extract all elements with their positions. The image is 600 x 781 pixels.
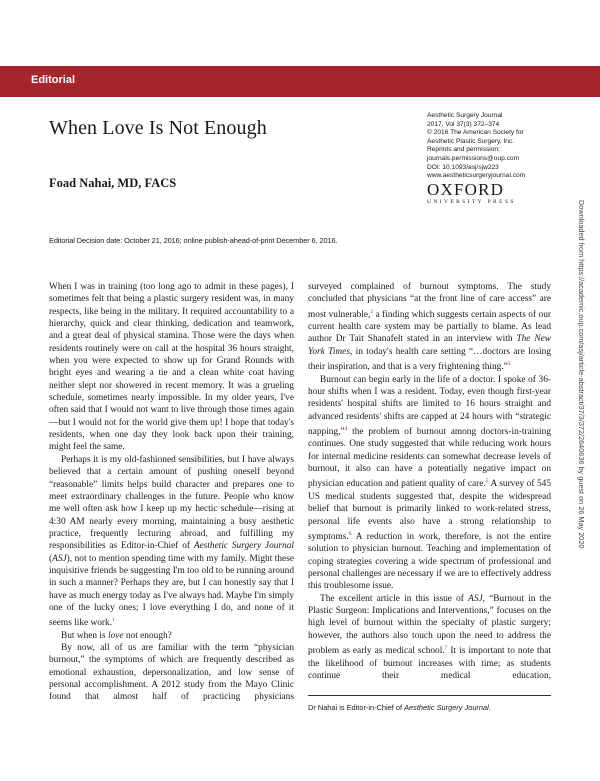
footnote-journal: Aesthetic Surgery Journal	[404, 703, 489, 712]
download-watermark-text: Downloaded from https://academic.oup.com/asj/article-abstract/37/3/372/2640636 by guest on 26 May 2020	[577, 200, 586, 549]
oxford-logo-main: OXFORD	[427, 180, 505, 199]
journal-name: Aesthetic Surgery Journal	[427, 112, 503, 119]
reference-6[interactable]: 6	[348, 530, 352, 537]
paragraph-3-text-b: not enough?	[123, 630, 172, 641]
paragraph-5-text-c: , in today's health care setting “…doctors are losing their inspiration, and that is a very frightening thing.”	[308, 346, 551, 373]
paragraph-7-text-a: The excellent article in this issue of	[320, 593, 469, 604]
paragraph-6-text-d: A reduction in work, therefore, is not the entire solution to physician burnout. Teaching and implementation of coping strategies covering a wide spectrum of professional and personal challenges are necessary if we are to effectively address this troublesome issue.	[308, 532, 551, 592]
reference-3[interactable]: 3	[507, 361, 511, 368]
journal-abbr-2: ASJ	[468, 593, 483, 604]
paragraph-6	[308, 374, 551, 593]
paragraph-1: When I was in training (too long ago to admit in these pages), I sometimes felt that being a plastic surgery resident was, in many respects, like being in the military. It required accountability to a hierarchy, quick and clear thinking, dedication and teamwork, and a great deal of physical stamina. Those were the days when residents routinely were on call at the hospital 36 hours straight, when you were expected to show up for Grand Rounds with bright eyes and wearing a tie and a clean white coat having neither slept nor showered in recent memory. It was a grueling schedule, sometimes nearly impossible. In my older years, I've often said that I would not want to live through those times again—but I would not for the world give them up! I hope that today's residents, when one day they look back upon their training, might feel the same.	[49, 282, 294, 453]
download-watermark	[577, 200, 592, 720]
paragraph-5-text-b: a finding which suggests certain aspects of our current health care system may be partially to blame. As lead author Dr Tait Shanafelt stated in an interview with	[308, 309, 551, 345]
reference-5[interactable]: 5	[485, 478, 489, 485]
paragraph-6-text-b: the problem of burnout among doctors-in-training continues. One study suggested that while reducing work hours for internal medicine residents can somewhat decrease levels of burnout, it also can have a potentially negative impact on physician education and patient quality of care.	[308, 427, 551, 490]
footnote-prefix: Dr Nahai is Editor-in-Chief of	[308, 703, 405, 712]
reference-4[interactable]: 4	[344, 426, 348, 432]
copyright-line-2: Aesthetic Plastic Surgery, Inc.	[427, 137, 515, 145]
journal-info	[427, 112, 577, 181]
footnote-suffix: .	[488, 703, 491, 712]
author-name: Foad Nahai, MD, FACS	[49, 176, 177, 190]
paren-open: (	[49, 553, 53, 564]
author-footnote	[308, 703, 551, 712]
paragraph-3-text-a: But when is	[61, 630, 108, 641]
oxford-logo	[427, 182, 527, 206]
doi[interactable]: DOI: 10.1093/asj/sjw223	[427, 163, 499, 171]
journal-name-italic: Aesthetic Surgery Journal	[193, 541, 294, 552]
paragraph-7-text-b: , “Burnout in the Plastic Surgeon: Implications and Interventions,” focuses on the high level of burnout within the specialty of plastic surgery; however, the authors also touch upon the need to address the problem as early as medical school.	[308, 593, 551, 657]
reference-2[interactable]: 2	[370, 308, 374, 315]
section-banner	[0, 66, 600, 97]
paragraph-6-text-a: Burnout can begin early in the life of a doctor. I spoke of 36-hour shifts when I was a resident. Today, even though first-year residents' hospital shifts are limited to 16 hours straight and advanced residents' shifts are capped at 24 hours with “strategic napping,”	[308, 374, 551, 438]
newspaper-name: The New York Times	[308, 334, 551, 357]
section-label: Editorial	[31, 74, 76, 86]
paragraph-5	[308, 281, 551, 374]
reprints-line-1: Reprints and permission:	[427, 146, 500, 154]
paragraph-6-text-c: A survey of 545 US medical students suggested that, despite the widespread belief that burnout is primarily linked to work-related stress, personal life events also have a strong relationship to symptoms.	[308, 479, 551, 543]
paragraph-2-text-a: Perhaps it is my old-fashioned sensibilities, but I have always believed that a certain amount of pushing oneself beyond “reasonable” limits helps build character and prepares one to meet extraordinary challenges in the future. People who know me well often ask how I keep up my hectic schedule—rising at 4:30 AM nearly every morning, maintaining a busy aesthetic practice, frequently lecturing abroad, and fulfilling my responsibilities as Editor-in-Chief of	[49, 454, 294, 552]
article-title: When Love Is Not Enough	[49, 117, 267, 139]
journal-website[interactable]: www.aestheticsurgeryjournal.com	[427, 172, 526, 180]
journal-abbr: ASJ	[52, 553, 67, 564]
reprints-email[interactable]: journals.permissions@oup.com	[427, 154, 520, 162]
reference-1[interactable]: 1	[112, 617, 115, 624]
paragraph-2-text-b: ), not to mention spending time with my family. Might these inquisitive friends be suggesting I'm too old to be running around in such a manner? Perhaps they are, but I can honestly say that I have as much energy today as I've always had. Maybe I'm simply one of the lucky ones; I love everything I do, and none of it seems like work.	[49, 553, 294, 629]
footnote-divider	[308, 695, 551, 696]
paragraph-4: By now, all of us are familiar with the term “physician burnout,” the symptoms of which are frequently described as emotional exhaustion, depersonalization, and low sense of personal accomplishment. A 2012 study from the Mayo Clinic found that almost half of practicing physicians	[49, 643, 294, 703]
oxford-logo-sub: UNIVERSITY PRESS	[427, 199, 516, 205]
paragraph-5-text-a: surveyed complained of burnout symptoms. The study concluded that physicians “at the front line of care access” are most vulnerable,	[308, 282, 551, 320]
reference-7[interactable]: 7	[444, 645, 448, 652]
citation: 2017, Vol 37(3) 372–374	[427, 120, 500, 128]
paragraph-7-text-c: It is important to note that the likelihood of burnout increases with time; as students continue their medical education,	[308, 646, 551, 681]
paragraph-2	[49, 454, 294, 630]
emphasis-love: love	[107, 630, 124, 641]
paragraph-3	[49, 630, 294, 642]
right-column	[308, 281, 551, 682]
copyright-line-1: © 2016 The American Society for	[427, 129, 524, 137]
paragraph-7	[308, 593, 551, 683]
left-column	[49, 281, 294, 704]
decision-date-line: Editorial Decision date: October 21, 2016; online publish-ahead-of-print December 6, 2016.	[49, 236, 338, 245]
